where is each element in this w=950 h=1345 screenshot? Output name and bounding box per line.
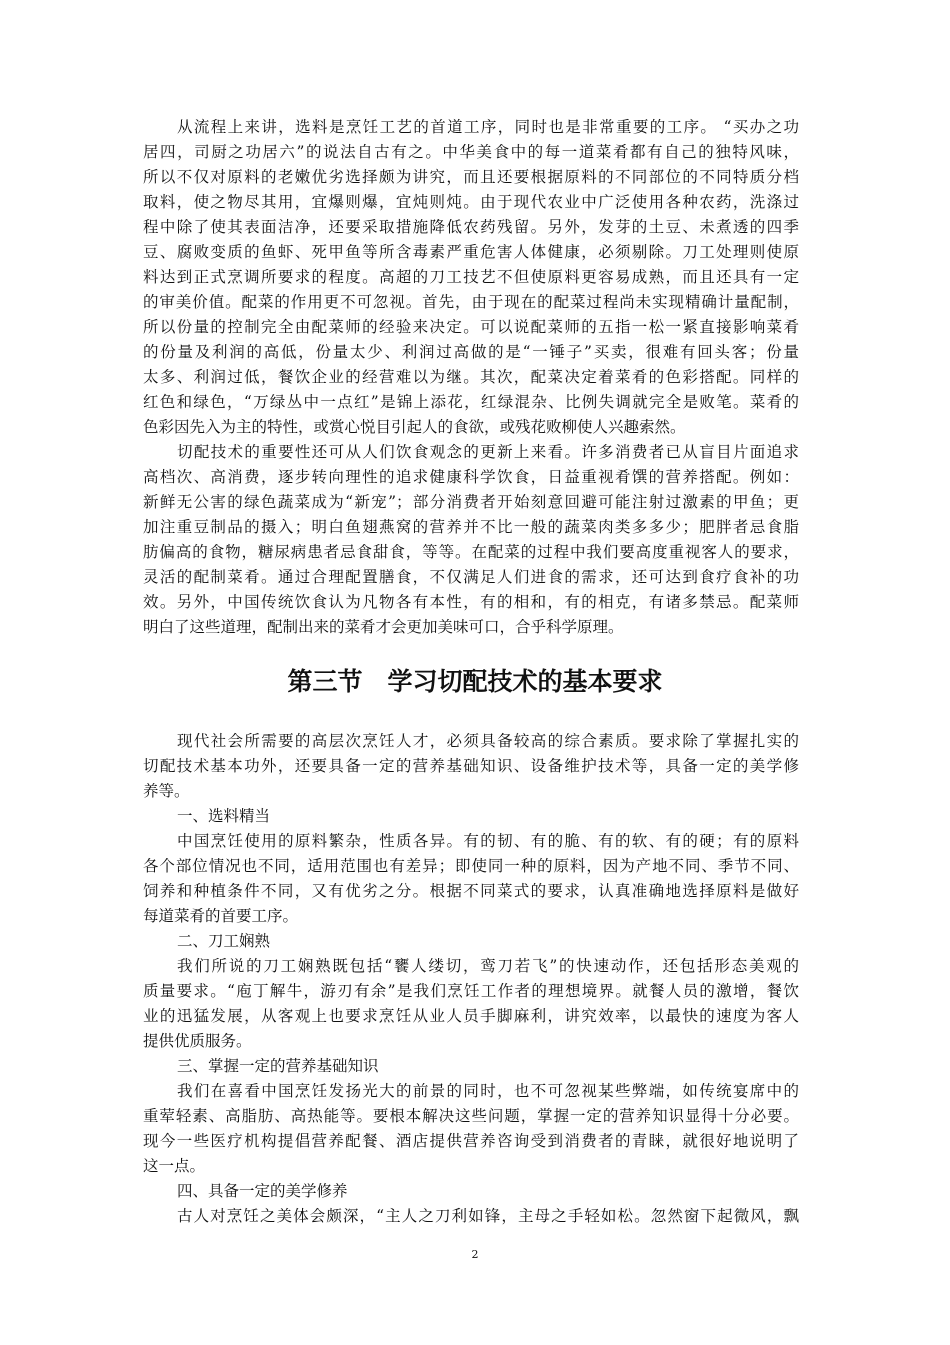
- text-line: 养等。: [143, 782, 190, 800]
- text-line: 料达到正式烹调所要求的程度。高超的刀工技艺不但使原料更容易成熟，而且还具有一定: [143, 268, 799, 286]
- text-line: 效。另外，中国传统饮食认为凡物各有本性，有的相和，有的相克，有诸多禁忌。配菜师: [143, 593, 799, 611]
- text-line: 切配技术基本功外，还要具备一定的营养基础知识、设备维护技术等，具备一定的美学修: [143, 757, 799, 775]
- subheading: 二、刀工娴熟: [177, 932, 271, 950]
- text-line: 加注重豆制品的摄入；明白鱼翅燕窝的营养并不比一般的蔬菜肉类多多少；肥胖者忌食脂: [143, 518, 799, 536]
- text-line: 居四，司厨之功居六”的说法自古有之。中华美食中的每一道菜肴都有自己的独特风味，: [143, 143, 799, 161]
- body-text-top: [143, 115, 799, 640]
- text-line: 的份量及利润的高低，份量太少、利润过高做的是“一锤子”买卖，很难有回头客；份量: [143, 343, 799, 361]
- section-heading: 第三节 学习切配技术的基本要求: [287, 667, 663, 696]
- text-line: 取料，使之物尽其用，宜爆则爆，宜炖则炖。由于现代农业中广泛使用各种农药，洗涤过: [143, 193, 799, 211]
- text-line: 我们所说的刀工娴熟既包括“饔人缕切，鸾刀若飞”的快速动作，还包括形态美观的: [177, 957, 799, 975]
- text-line: 饲养和种植条件不同，又有优劣之分。根据不同菜式的要求，认真准确地选择原料是做好: [143, 882, 799, 900]
- text-line: 现今一些医疗机构提倡营养配餐、酒店提供营养咨询受到消费者的青睐，就很好地说明了: [143, 1132, 799, 1150]
- text-line: 切配技术的重要性还可从人们饮食观念的更新上来看。许多消费者已从盲目片面追求: [177, 443, 799, 461]
- text-line: 的审美价值。配菜的作用更不可忽视。首先，由于现在的配菜过程尚未实现精确计量配制，: [143, 293, 799, 311]
- page-number: 2: [471, 1248, 479, 1261]
- text-line: 豆、腐败变质的鱼虾、死甲鱼等所含毒素严重危害人体健康，必须剔除。刀工处理则使原: [143, 243, 799, 261]
- text-line: 红色和绿色，“万绿丛中一点红”是锦上添花，红绿混杂、比例失调就完全是败笔。菜肴的: [143, 393, 799, 411]
- text-line: 太多、利润过低，餐饮企业的经营难以为继。其次，配菜决定着菜肴的色彩搭配。同样的: [143, 368, 799, 386]
- text-line: 现代社会所需要的高层次烹饪人才，必须具备较高的综合素质。要求除了掌握扎实的: [177, 732, 799, 750]
- text-line: 各个部位情况也不同，适用范围也有差异；即使同一种的原料，因为产地不同、季节不同、: [143, 857, 799, 875]
- text-line: 业的迅猛发展，从客观上也要求烹饪从业人员手脚麻利，讲究效率，以最快的速度为客人: [143, 1007, 799, 1025]
- subheading: 四、具备一定的美学修养: [177, 1182, 348, 1200]
- text-line: 每道菜肴的首要工序。: [143, 907, 299, 925]
- text-line: 重荤轻素、高脂肪、高热能等。要根本解决这些问题，掌握一定的营养知识显得十分必要。: [143, 1107, 799, 1125]
- text-line: 高档次、高消费，逐步转向理性的追求健康科学饮食，日益重视肴馔的营养搭配。例如：: [143, 468, 799, 486]
- text-line: 古人对烹饪之美体会颇深，“主人之刀利如锋，主母之手轻如松。忽然窗下起微风，飘: [177, 1207, 799, 1225]
- text-line: 程中除了使其表面洁净，还要采取措施降低农药残留。另外，发芽的土豆、未煮透的四季: [143, 218, 799, 236]
- text-line: 色彩因先入为主的特性，或赏心悦目引起人的食欲，或残花败柳使人兴趣索然。: [143, 418, 686, 436]
- subheading: 一、选料精当: [177, 807, 271, 825]
- text-line: 提供优质服务。: [143, 1032, 252, 1050]
- text-line: 我们在喜看中国烹饪发扬光大的前景的同时，也不可忽视某些弊端，如传统宴席中的: [177, 1082, 799, 1100]
- text-line: 从流程上来讲，选料是烹饪工艺的首道工序，同时也是非常重要的工序。 “买办之功: [177, 118, 799, 136]
- text-line: 中国烹饪使用的原料繁杂，性质各异。有的韧、有的脆、有的软、有的硬；有的原料: [177, 832, 799, 850]
- text-line: 质量要求。“庖丁解牛，游刃有余”是我们烹饪工作者的理想境界。就餐人员的激增，餐饮: [143, 982, 799, 1000]
- body-text-bottom: [143, 729, 799, 1229]
- text-line: 明白了这些道理，配制出来的菜肴才会更加美味可口，合乎科学原理。: [143, 618, 624, 636]
- text-line: 所以不仅对原料的老嫩优劣选择颇为讲究，而且还要根据原料的不同部位的不同特质分档: [143, 168, 799, 186]
- text-line: 这一点。: [143, 1157, 206, 1175]
- text-line: 所以份量的控制完全由配菜师的经验来决定。可以说配菜师的五指一松一紧直接影响菜肴: [143, 318, 799, 336]
- subheading: 三、掌握一定的营养基础知识: [177, 1057, 379, 1075]
- text-line: 新鲜无公害的绿色蔬菜成为“新宠”；部分消费者开始刻意回避可能注射过激素的甲鱼；更: [143, 493, 799, 511]
- text-line: 肪偏高的食物，糖尿病患者忌食甜食，等等。在配菜的过程中我们要高度重视客人的要求，: [143, 543, 799, 561]
- text-line: 灵活的配制菜肴。通过合理配置膳食，不仅满足人们进食的需求，还可达到食疗食补的功: [143, 568, 799, 586]
